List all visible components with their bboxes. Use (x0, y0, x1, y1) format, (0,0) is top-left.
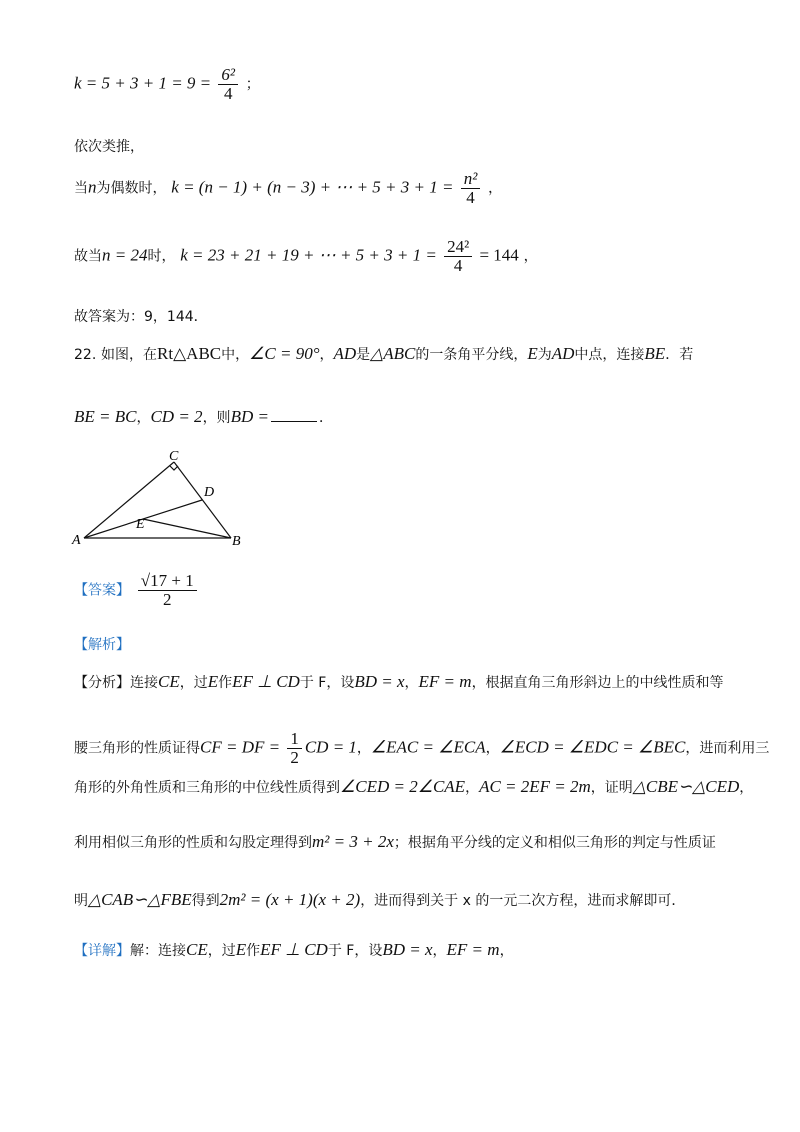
segment-be (143, 519, 231, 538)
label-d: D (204, 485, 215, 500)
fenxi-label: 【分析】 (74, 675, 130, 691)
right-angle-mark (170, 466, 178, 470)
formula-line-n24: 故当n = 24时， k = 23 + 21 + 19 + ⋯ + 5 + 3 + 1 = $\frac{\text{24²}}{4}$ = 144 ， (74, 237, 538, 275)
fraction-6sq-over-4: $\frac{\text{6²}}{4}$ (218, 66, 238, 103)
analysis-line-1: 【分析】连接CE，过E作EF ⊥ CD于 F，设BD = x，EF = m，根据直角三角形斜边上的中线性质和等 (74, 672, 724, 691)
fraction-nsq-over-4: $\frac{\text{n²}}{4}$ (461, 170, 481, 207)
formula-k-sum: k = 5 + 3 + 1 = 9 = (74, 73, 216, 93)
analysis-line-4: 利用相似三角形的性质和勾股定理得到m² = 3 + 2x；根据角平分线的定义和相似三角形的判定与性质证 (74, 832, 716, 851)
answer-section (74, 572, 200, 609)
label-e: E (136, 517, 145, 532)
fraction-24sq-over-4: $\frac{\text{24²}}{4}$ (444, 238, 472, 275)
segment-cb (174, 462, 231, 538)
label-c: C (169, 449, 179, 464)
segment-ac (84, 462, 174, 538)
answer-line-previous: 故答案为：9，144． (74, 309, 208, 325)
formula-k-24: k = 23 + 21 + 19 + ⋯ + 5 + 3 + 1 = (180, 245, 442, 265)
answer-blank (271, 407, 317, 422)
analysis-line-3: 角形的外角性质和三角形的中位线性质得到∠CED = 2∠CAE，AC = 2EF = 2m，证明△CBE∽△CED， (74, 777, 754, 796)
question-number: 22. (74, 347, 97, 363)
fraction-one-half: $\frac{1}{2}$ (287, 730, 302, 767)
label-a: A (72, 533, 81, 548)
analysis-label: 【解析】 (74, 637, 130, 653)
triangle-figure (66, 446, 256, 550)
answer-label: 【答案】 (74, 582, 130, 599)
label-b: B (232, 534, 241, 549)
analysis-line-2: 腰三角形的性质证得CF = DF = $\frac{1}{2}$ CD = 1，∠EAC = ∠ECA，∠ECD = ∠EDC = ∠BEC，进而利用三 (74, 729, 770, 767)
formula-line-1: k = 5 + 3 + 1 = 9 = $\frac{\text{6²}}{4}$ ； (74, 65, 260, 103)
analysis-line-5: 明△CAB∽△FBE得到2m² = (x + 1)(x + 2)，进而得到关于 x 的一元二次方程，进而求解即可． (74, 890, 686, 909)
formula-k-general: k = (n − 1) + (n − 3) + ⋯ + 5 + 3 + 1 = (171, 177, 458, 197)
question-22-line-2: BE = BC，CD = 2，则BD = ． (74, 407, 333, 426)
question-22-line-1: 22. 如图，在Rt△ABC中，∠C = 90°，AD是△ABC的一条角平分线，E为AD中点，连接BE．若 (74, 344, 694, 363)
detail-line-1: 【详解】解：连接CE，过E作EF ⊥ CD于 F，设BD = x，EF = m， (74, 940, 514, 959)
text-line-analogy: 依次类推， (74, 139, 144, 155)
xiangjie-label: 【详解】 (74, 943, 130, 959)
answer-fraction: $\frac{√17 + 1}{2}$ (138, 572, 197, 609)
formula-line-even-n: 当n为偶数时， k = (n − 1) + (n − 3) + ⋯ + 5 + 3 + 1 = $\frac{\text{n²}}{4}$ ， (74, 169, 503, 207)
